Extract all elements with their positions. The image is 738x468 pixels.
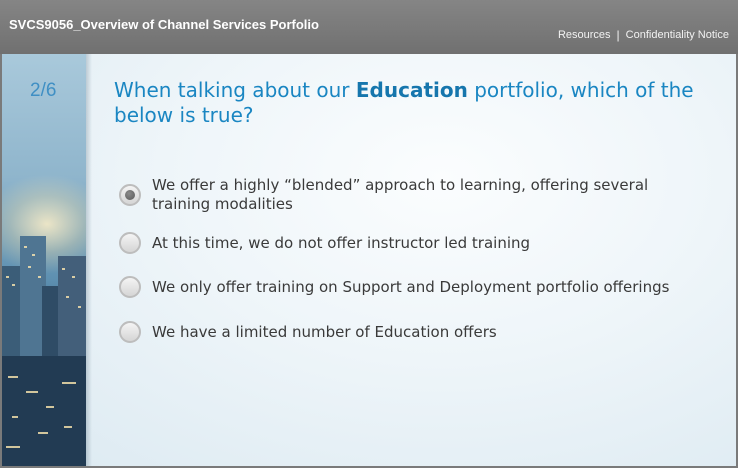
top-bar	[0, 0, 738, 54]
option-3[interactable]	[119, 278, 719, 298]
course-title: SVCS9056_Overview of Channel Services Porfolio	[9, 17, 319, 32]
resources-link[interactable]: Resources	[557, 29, 611, 41]
link-separator: |	[616, 28, 620, 42]
radio-button-selected[interactable]	[119, 184, 141, 206]
question-prefix: When talking about our	[114, 78, 356, 102]
radio-button[interactable]	[119, 276, 141, 298]
side-panel-city-image	[2, 54, 86, 466]
question-suffix: portfolio, which of the below is true?	[114, 78, 694, 127]
radio-button[interactable]	[119, 232, 141, 254]
option-1[interactable]	[119, 176, 719, 214]
radio-dot	[125, 190, 135, 200]
confidentiality-notice-link[interactable]: Confidentiality Notice	[625, 29, 729, 41]
option-label: At this time, we do not offer instructor led training	[152, 234, 531, 252]
slide-area	[2, 54, 736, 466]
panel-divider-shadow	[86, 54, 92, 466]
option-label: We only offer training on Support and Deployment portfolio offerings	[152, 278, 670, 296]
question-emphasis: Education	[355, 78, 468, 102]
radio-button[interactable]	[119, 321, 141, 343]
option-4[interactable]	[119, 323, 719, 343]
option-label: We offer a highly “blended” approach to learning, offering several training modalities	[152, 176, 649, 213]
city-skyline-illustration	[2, 206, 86, 466]
question-text	[114, 78, 694, 128]
option-2[interactable]	[119, 234, 719, 254]
option-label: We have a limited number of Education offers	[152, 323, 497, 341]
question-counter: 2/6	[30, 80, 57, 101]
answer-options	[119, 176, 719, 343]
top-links	[558, 28, 729, 42]
